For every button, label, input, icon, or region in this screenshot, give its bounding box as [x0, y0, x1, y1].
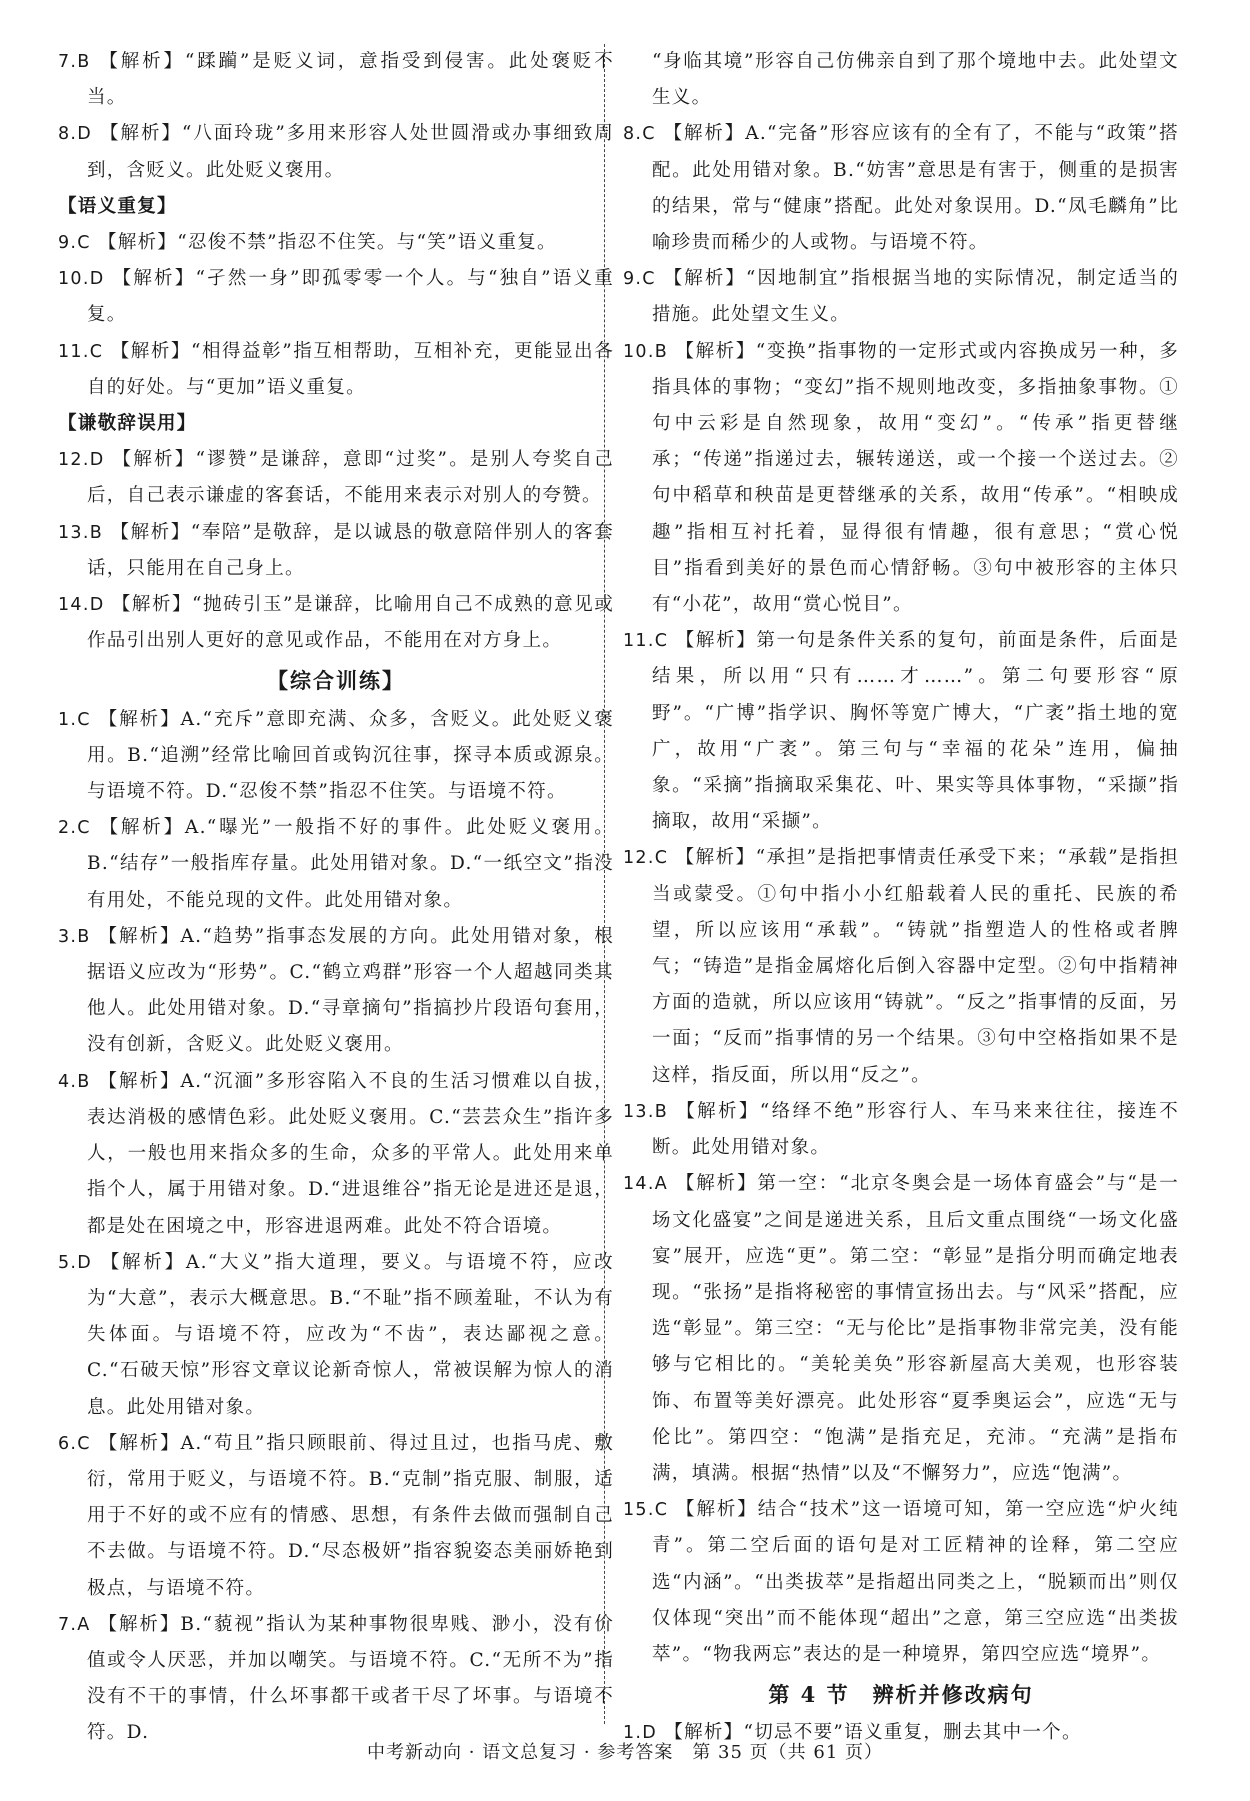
- answer-item: [58, 225, 614, 261]
- answer-item: [623, 1492, 1179, 1673]
- answer-text: 【解析】A.“完备”形容应该有的全有了，不能与“政策”搭配。此处用错对象。B.“妨害”意思是有害于，侧重的是损害的结果，常与“健康”搭配。此处对象误用。D.“凤毛麟角”比喻珍贵而稀少的人或物。与语境不符。: [652, 123, 1179, 254]
- answer-number: 4.B: [58, 1071, 91, 1092]
- answer-item: [58, 810, 614, 919]
- answer-text: 【解析】A.“趋势”指事态发展的方向。此处用错对象，根据语义应改为“形势”。C.“鹤立鸡群”形容一个人超越同类其他人。此处用错对象。D.“寻章摘句”指搞抄片段语句套用，没有创新，含贬义。此处贬义褒用。: [87, 925, 614, 1056]
- answer-text: 【解析】“奉陪”是敬辞，是以诚恳的敬意陪伴别人的客套话，只能用在自己身上。: [87, 521, 614, 579]
- answer-number: 9.C: [58, 233, 91, 254]
- answer-number: 6.C: [58, 1433, 91, 1454]
- answer-item: [623, 116, 1179, 261]
- answer-item: [58, 261, 614, 333]
- answer-number: 7.B: [58, 52, 91, 72]
- category-tag: 【语义重复】: [58, 195, 177, 217]
- answer-number: 2.C: [58, 818, 91, 839]
- left-column: [58, 44, 614, 1752]
- answer-text: 【解析】A.“沉湎”多形容陷入不良的生活习惯难以自拔，表达消极的感情色彩。此处贬义褒用。C.“芸芸众生”指许多人，一般也用来指众多的生命，众多的平常人。此处用来单指个人，属于用错对象。D.“进退维谷”指无论是进还是退，都是处在困境之中，形容进退两难。此处不符合语境。: [87, 1070, 614, 1237]
- answer-item: [58, 1064, 614, 1245]
- answer-text: 【解析】第一句是条件关系的复句，前面是条件，后面是结果，所以用“只有……才……”。第二句要形容“原野”。“广博”指学识、胸怀等宽广博大，“广袤”指土地的宽广，故用“广袤”。第三句与“幸福的花朵”连用，偏抽象。“采摘”指摘取采集花、叶、果实等具体事物，“采撷”指摘取，故用“采撷”。: [652, 630, 1179, 833]
- answer-number: 5.D: [58, 1252, 93, 1273]
- answer-number: 11.C: [58, 341, 104, 362]
- answer-number: 8.C: [623, 124, 656, 145]
- answer-item: [58, 116, 614, 188]
- answer-item: [58, 1245, 614, 1426]
- answer-number: 12.D: [58, 450, 105, 471]
- answer-item: [623, 623, 1179, 840]
- page-footer: 中考新动向 · 语文总复习 · 参考答案 第 35 页（共 61 页）: [366, 1742, 884, 1763]
- answer-number: 12.C: [623, 848, 669, 869]
- answer-item: [623, 1166, 1179, 1492]
- answer-number: 9.C: [623, 269, 656, 290]
- answer-item: [58, 1607, 614, 1752]
- answer-text: 【解析】“忍俊不禁”指忍不住笑。与“笑”语义重复。: [98, 232, 557, 254]
- answer-item: [623, 261, 1179, 333]
- answer-text: 【解析】结合“技术”这一语境可知，第一空应选“炉火纯青”。第二空后面的语句是对工匠精神的诠释，第二空应选“内涵”。“出类拔萃”是指超出同类之上，“脱颖而出”则仅仅体现“突出”而不能体现“超出”之意，第三空应选“出类拔萃”。“物我两忘”表达的是一种境界，第四空应选“境界”。: [652, 1499, 1179, 1665]
- answer-text: 【解析】“相得益彰”指互相帮助，互相补充，更能显出各自的好处。与“更加”语义重复。: [87, 340, 615, 398]
- answer-number: 1.C: [58, 709, 91, 730]
- answer-number: 10.D: [58, 269, 105, 290]
- answer-item: [58, 334, 614, 406]
- answer-item: [58, 44, 614, 116]
- answer-number: 10.B: [623, 341, 669, 362]
- answer-item: [58, 1426, 614, 1607]
- answer-text: 【解析】“谬赞”是谦辞，意即“过奖”。是别人夸奖自己后，自己表示谦虚的客套话，不能用来表示对别人的夸赞。: [87, 449, 614, 507]
- answer-number: 14.A: [623, 1174, 669, 1195]
- column-divider: [604, 44, 605, 1724]
- answer-number: 13.B: [58, 522, 104, 543]
- answer-item: [58, 919, 614, 1064]
- answer-text: 【解析】“络绎不绝”形容行人、车马来来往往，接连不断。此处用错对象。: [652, 1100, 1179, 1159]
- answer-item: [58, 515, 614, 587]
- category-tag: 【谦敬辞误用】: [58, 413, 197, 435]
- answer-item: [623, 334, 1179, 624]
- answer-text: 【解析】“承担”是指把事情责任承受下来；“承载”是指担当或蒙受。①句中指小小红船载着人民的重托、民族的希望，所以应该用“承载”。“铸就”指塑造人的性格或者脾气；“铸造”是指金属熔化后倒入容器中定型。②句中指精神方面的造就，所以应该用“铸就”。“反之”指事情的反面，另一面；“反而”指事情的另一个结果。③句中空格指如果不是这样，指反面，所以用“反之”。: [652, 847, 1180, 1086]
- answer-number: 8.D: [58, 124, 93, 145]
- answer-item: [623, 1094, 1179, 1166]
- answer-item: [623, 840, 1179, 1093]
- answer-number: 11.C: [623, 631, 669, 652]
- answer-text: 【解析】“抛砖引玉”是谦辞，比喻用自己不成熟的意见或作品引出别人更好的意见或作品，不能用在对方身上。: [87, 594, 615, 652]
- answer-text: 【解析】“八面玲珑”多用来形容人处世圆滑或办事细致周到，含贬义。此处贬义褒用。: [87, 123, 614, 181]
- answer-number: 1.D: [623, 1723, 658, 1744]
- answer-text: 【解析】A.“曝光”一般指不好的事件。此处贬义褒用。B.“结存”一般指库存量。此处用错对象。D.“一纸空文”指没有用处，不能兑现的文件。此处用错对象。: [87, 817, 614, 911]
- right-column: [623, 44, 1179, 1752]
- answer-text: 【解析】B.“藐视”指认为某种事物很卑贱、渺小，没有价值或令人厌恶，并加以嘲笑。与语境不符。C.“无所不为”指没有不干的事情，什么坏事都干或者干尽了坏事。与语境不符。D.: [87, 1613, 614, 1744]
- continued-text: “身临其境”形容自己仿佛亲自到了那个境地中去。此处望文生义。: [652, 51, 1179, 109]
- answer-number: 3.B: [58, 926, 91, 947]
- answer-number: 7.A: [58, 1614, 91, 1635]
- answer-item: [58, 702, 614, 811]
- answer-text: 【解析】“变换”指事物的一定形式或内容换成另一种，多指具体的事物；“变幻”指不规则地改变，多指抽象事物。①句中云彩是自然现象，故用“变幻”。“传承”指更替继承；“传递”指递过去，辗转递送，或一个接一个送过去。②句中稻草和秧苗是更替继承的关系，故用“传承”。“相映成趣”指相互衬托着，显得很有情趣，很有意思；“赏心悦目”指看到美好的景色而心情舒畅。③句中被形容的主体只有“小花”，故用“赏心悦目”。: [652, 340, 1179, 616]
- answer-text: 【解析】“因地制宜”指根据当地的实际情况，制定适当的措施。此处望文生义。: [652, 268, 1179, 326]
- answer-text: 【解析】“切忌不要”语义重复，删去其中一个。: [664, 1722, 1082, 1744]
- answer-text: 【解析】“蹂躏”是贬义词，意指受到侵害。此处褒贬不当。: [87, 51, 615, 109]
- answer-number: 13.B: [623, 1101, 669, 1122]
- answer-number: 14.D: [58, 595, 105, 616]
- answer-text: 【解析】A.“苟且”指只顾眼前、得过且过，也指马虎、敷衍，常用于贬义，与语境不符。B.“克制”指克服、制服，适用于不好的或不应有的情感、思想，有条件去做而强制自己不去做。与语境不符。D.“尽态极妍”指容貌姿态美丽娇艳到极点，与语境不符。: [87, 1432, 614, 1599]
- answer-text: 【解析】第一空：“北京冬奥会是一场体育盛会”与“是一场文化盛宴”之间是递进关系，且后文重点围绕“一场文化盛宴”展开，应选“更”。第二空：“彰显”是指分明而确定地表现。“张扬”是指将秘密的事情宣扬出去。与“风采”搭配，应选“彰显”。第三空：“无与伦比”是指事物非常完美，没有能够与它相比的。“美轮美奂”形容新屋高大美观，也形容装饰、布置等美好漂亮。此处形容“夏季奥运会”，应选“无与伦比”。第四空：“饱满”是指充足，充沛。“充满”是指布满，填满。根据“热情”以及“不懈努力”，应选“饱满”。: [652, 1173, 1179, 1484]
- section-title: 【综合训练】: [267, 668, 405, 694]
- answer-text: 【解析】A.“充斥”意即充满、众多，含贬义。此处贬义褒用。B.“追溯”经常比喻回首或钩沉往事，探寻本质或源泉。与语境不符。D.“忍俊不禁”指忍不住笑。与语境不符。: [87, 708, 614, 803]
- answer-text: 【解析】“孑然一身”即孤零零一个人。与“独自”语义重复。: [87, 268, 614, 326]
- chapter-heading: 第 4 节 辨析并修改病句: [768, 1682, 1034, 1708]
- answer-number: 15.C: [623, 1500, 669, 1521]
- answer-text: 【解析】A.“大义”指大道理，要义。与语境不符，应改为“大意”，表示大概意思。B.“不耻”指不顾羞耻，不认为有失体面。与语境不符，应改为“不齿”，表达鄙视之意。C.“石破天惊”形容文章议论新奇惊人，常被误解为惊人的消息。此处用错对象。: [87, 1251, 614, 1418]
- answer-item: [58, 442, 614, 514]
- answer-item: [58, 587, 614, 659]
